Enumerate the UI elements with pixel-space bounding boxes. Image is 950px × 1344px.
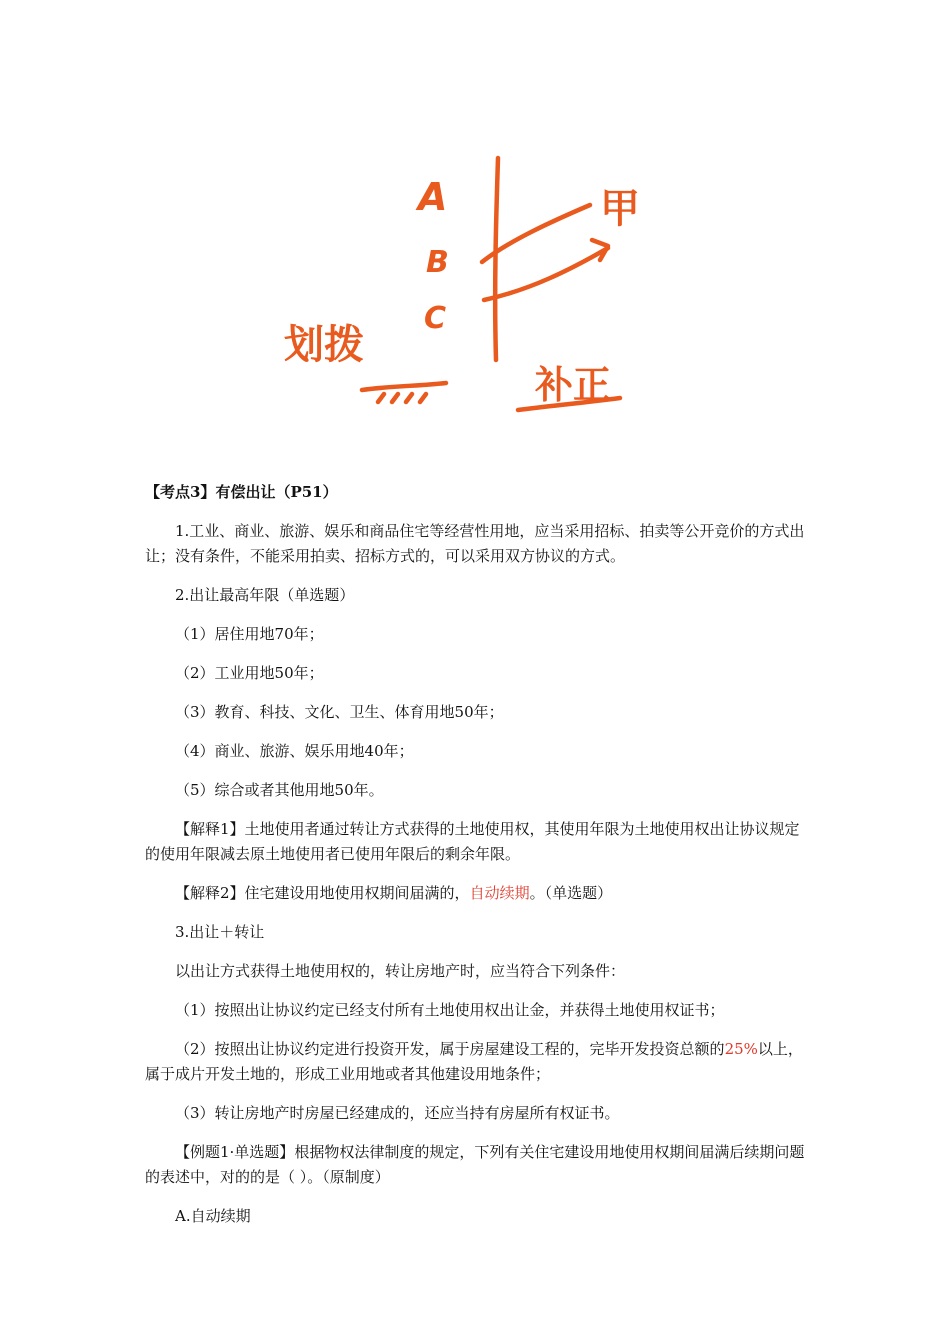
option-a: A.自动续期	[175, 1207, 251, 1225]
paragraph-1: 1.工业、商业、旅游、娱乐和商品住宅等经营性用地，应当采用招标、拍卖等公开竞价的方式出让；没有条件，不能采用拍卖、招标方式的，可以采用双方协议的方式。	[145, 522, 805, 565]
condition-3: （3）转让房地产时房屋已经建成的，还应当持有房屋所有权证书。	[175, 1104, 620, 1122]
paragraph-3: 3.出让＋转让	[175, 923, 265, 941]
sketch-label-c: C	[424, 301, 447, 336]
paragraph-4: 以出让方式获得土地使用权的，转让房地产时，应当符合下列条件：	[175, 962, 626, 980]
heading-title: 有偿出让（P51）	[215, 483, 338, 501]
sketch-label-huabo: 划拨	[284, 322, 364, 368]
section-heading	[145, 480, 810, 505]
handwritten-sketch	[270, 140, 640, 430]
term-item-1: （1）居住用地70年；	[175, 625, 324, 643]
heading-tag: 【考点3】	[145, 483, 216, 501]
condition-2-post: 以上，属于成片开发土地的，形成工业用地或者其他建设用地条件；	[145, 1040, 803, 1083]
sketch-hatch	[378, 394, 426, 402]
term-item-3: （3）教育、科技、文化、卫生、体育用地50年；	[175, 703, 504, 721]
sketch-label-buzheng: 补正	[535, 363, 612, 407]
sketch-label-b: B	[426, 245, 449, 280]
sketch-ground-line	[362, 383, 446, 390]
term-item-5: （5）综合或者其他用地50年。	[175, 781, 384, 799]
paragraph-2: 2.出让最高年限（单选题）	[175, 586, 355, 604]
explanation-2-tag: 【解释2】	[175, 884, 245, 902]
condition-2-pre: （2）按照出让协议约定进行投资开发，属于房屋建设工程的，完毕开发投资总额的	[175, 1040, 725, 1058]
term-item-2: （2）工业用地50年；	[175, 664, 324, 682]
example-tag: 【例题1·单选题】	[175, 1143, 295, 1161]
explanation-2-highlight: 自动续期	[469, 884, 530, 902]
sketch-label-a: A	[418, 175, 448, 219]
sketch-vertical-line	[495, 158, 498, 360]
explanation-2	[145, 881, 810, 906]
explanation-1	[145, 817, 810, 867]
explanation-1-text: 土地使用者通过转让方式获得的土地使用权，其使用年限为土地使用权出让协议规定的使用年限减去原土地使用者已使用年限后的剩余年限。	[145, 820, 800, 863]
explanation-2-tail: 。（单选题）	[529, 884, 613, 902]
example-text: 根据物权法律制度的规定，下列有关住宅建设用地使用权期间届满后续期问题的表述中，对的的是（ ）。（原制度）	[145, 1143, 805, 1186]
condition-1: （1）按照出让协议约定已经支付所有土地使用权出让金，并获得土地使用权证书；	[175, 1001, 725, 1019]
sketch-lower-arrow	[484, 248, 608, 300]
explanation-2-text: 住宅建设用地使用权期间届满的，	[244, 884, 470, 902]
example-question	[145, 1140, 810, 1190]
condition-2	[145, 1037, 810, 1087]
condition-2-highlight: 25%	[724, 1040, 758, 1058]
document-body	[145, 480, 810, 1243]
term-item-4: （4）商业、旅游、娱乐用地40年；	[175, 742, 414, 760]
explanation-1-tag: 【解释1】	[175, 820, 245, 838]
sketch-label-jia: 甲	[600, 186, 640, 232]
